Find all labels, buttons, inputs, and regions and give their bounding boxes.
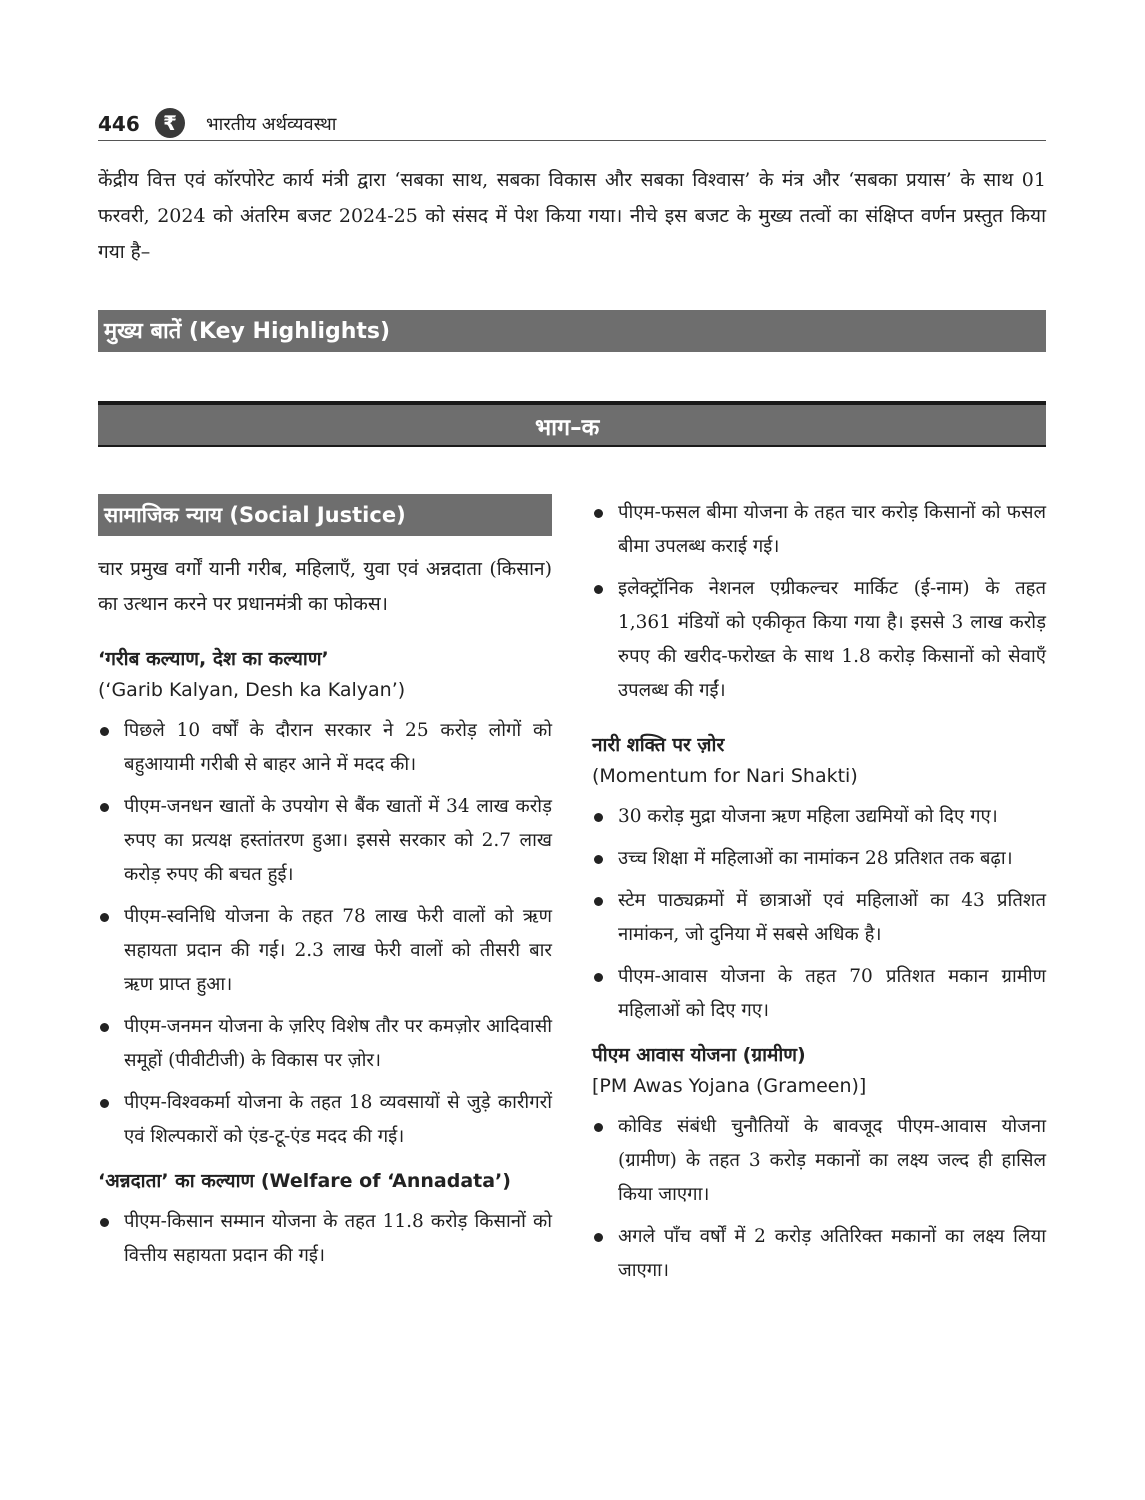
list-item: इलेक्ट्रॉनिक नेशनल एग्रीकल्चर मार्किट (ई-नाम) के तहत 1,361 मंडियों को एकीकृत किया गया है। इससे 3 लाख करोड़ रुपए की खरीद-फरोख्त के साथ 1.8 करोड़ किसानों को सेवाएँ उपलब्ध की गईं। [592, 572, 1046, 708]
list-item: पीएम-स्वनिधि योजना के तहत 78 लाख फेरी वालों को ऋण सहायता प्रदान की गई। 2.3 लाख फेरी वालों को तीसरी बार ऋण प्राप्त हुआ। [98, 900, 552, 1002]
nari-shakti-list [592, 800, 1046, 1028]
list-item: 30 करोड़ मुद्रा योजना ऋण महिला उद्यमियों को दिए गए। [592, 800, 1046, 834]
annadata-heading [98, 1166, 552, 1197]
annadata-list [98, 1205, 552, 1273]
list-item: अगले पाँच वर्षों में 2 करोड़ अतिरिक्त मकानों का लक्ष्य लिया जाएगा। [592, 1220, 1046, 1288]
list-item: पीएम-जनधन खातों के उपयोग से बैंक खातों में 34 लाख करोड़ रुपए का प्रत्यक्ष हस्तांतरण हुआ। इससे सरकार को 2.7 लाख करोड़ रुपए की बचत हुई। [98, 790, 552, 892]
garib-kalyan-list [98, 714, 552, 1154]
garib-kalyan-heading-en: (‘Garib Kalyan, Desh ka Kalyan’) [98, 679, 406, 701]
list-item: स्टेम पाठ्यक्रमों में छात्राओं एवं महिलाओं का 43 प्रतिशत नामांकन, जो दुनिया में सबसे अधिक है। [592, 884, 1046, 952]
nari-shakti-heading-en: (Momentum for Nari Shakti) [592, 765, 858, 787]
rupee-icon: ₹ [155, 108, 185, 138]
intro-paragraph: केंद्रीय वित्त एवं कॉरपोरेट कार्य मंत्री द्वारा ‘सबका साथ, सबका विकास और सबका विश्वास’ के मंत्र और ‘सबका प्रयास’ के साथ 01 फरवरी, 2024 को अंतरिम बजट 2024-25 को संसद में पेश किया गया। नीचे इस बजट के मुख्य तत्वों का संक्षिप्त वर्णन प्रस्तुत किया गया है– [98, 169, 1046, 263]
nari-shakti-heading-hi: नारी शक्ति पर ज़ोर [592, 734, 725, 756]
key-highlights-bar [98, 310, 1046, 352]
nari-shakti-heading [592, 730, 1046, 792]
pm-awas-heading [592, 1040, 1046, 1102]
right-column [592, 496, 1046, 1296]
page-header [98, 104, 1046, 141]
list-item: पीएम-आवास योजना के तहत 70 प्रतिशत मकान ग्रामीण महिलाओं को दिए गए। [592, 960, 1046, 1028]
annadata-heading-text: ‘अन्नदाता’ का कल्याण (Welfare of ‘Annadata’) [98, 1170, 511, 1192]
garib-kalyan-heading [98, 644, 552, 706]
list-item: पीएम-जनमन योजना के ज़रिए विशेष तौर पर कमज़ोर आदिवासी समूहों (पीवीटीजी) के विकास पर ज़ोर। [98, 1010, 552, 1078]
annadata-list-continued [592, 496, 1046, 708]
key-highlights-title: मुख्य बातें (Key Highlights) [104, 319, 391, 344]
list-item: उच्च शिक्षा में महिलाओं का नामांकन 28 प्रतिशत तक बढ़ा। [592, 842, 1046, 876]
book-title: भारतीय अर्थव्यवस्था [206, 114, 337, 135]
pm-awas-heading-en: [PM Awas Yojana (Grameen)] [592, 1075, 867, 1097]
list-item: पिछले 10 वर्षों के दौरान सरकार ने 25 करोड़ लोगों को बहुआयामी गरीबी से बाहर आने में मदद की। [98, 714, 552, 782]
garib-kalyan-heading-hi: ‘गरीब कल्याण, देश का कल्याण’ [98, 648, 329, 670]
list-item: कोविड संबंधी चुनौतियों के बावजूद पीएम-आवास योजना (ग्रामीण) के तहत 3 करोड़ मकानों का लक्ष्य जल्द ही हासिल किया जाएगा। [592, 1110, 1046, 1212]
list-item: पीएम-विश्वकर्मा योजना के तहत 18 व्यवसायों से जुड़े कारीगरों एवं शिल्पकारों को एंड-टू-एंड मदद की गई। [98, 1086, 552, 1154]
list-item: पीएम-किसान सम्मान योजना के तहत 11.8 करोड़ किसानों को वित्तीय सहायता प्रदान की गई। [98, 1205, 552, 1273]
left-column [98, 494, 552, 1281]
part-bar [98, 401, 1046, 447]
pm-awas-heading-hi: पीएम आवास योजना (ग्रामीण) [592, 1044, 806, 1066]
social-justice-heading: सामाजिक न्याय (Social Justice) [98, 494, 552, 536]
list-item: पीएम-फसल बीमा योजना के तहत चार करोड़ किसानों को फसल बीमा उपलब्ध कराई गई। [592, 496, 1046, 564]
social-justice-paragraph: चार प्रमुख वर्गों यानी गरीब, महिलाएँ, युवा एवं अन्नदाता (किसान) का उत्थान करने पर प्रधानमंत्री का फोकस। [98, 558, 552, 615]
pm-awas-list [592, 1110, 1046, 1288]
page-number: 446 [98, 112, 140, 136]
part-title: भाग–क [535, 415, 600, 441]
